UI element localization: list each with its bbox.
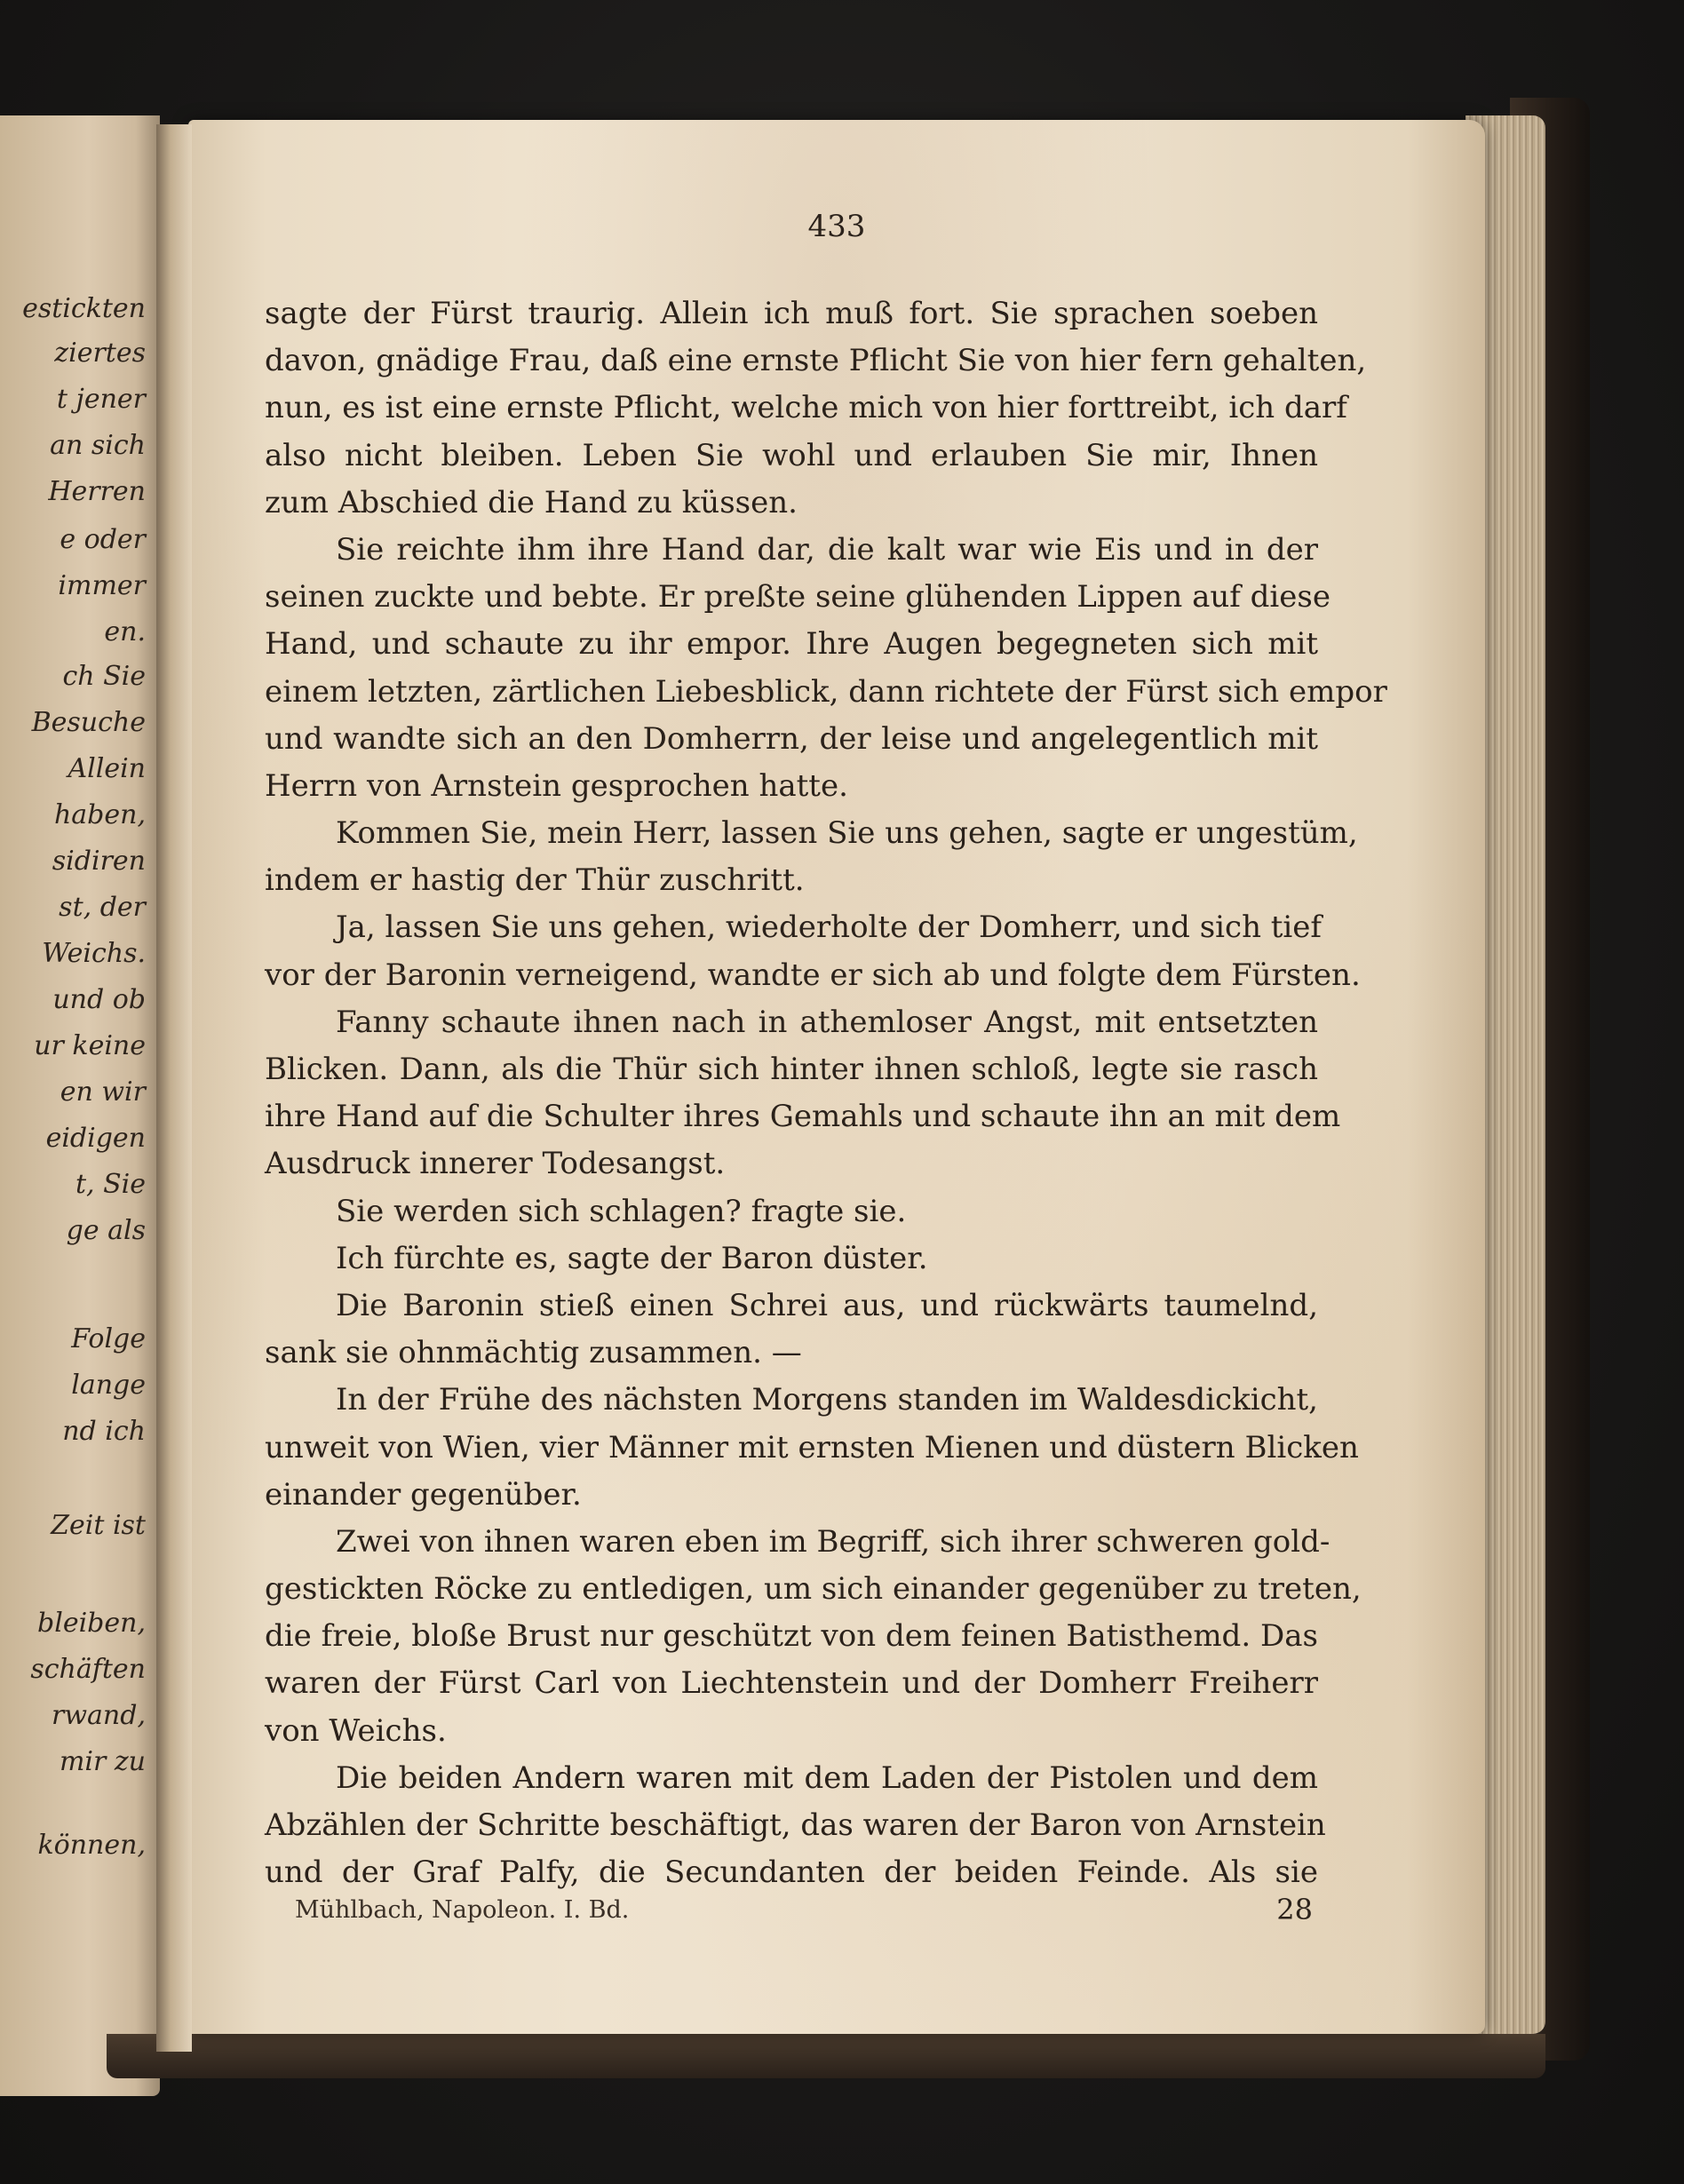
left-page-fragment: können, (37, 1830, 146, 1861)
footer-sheet-number: 28 (1276, 1893, 1313, 1926)
left-page-fragment: Zeit ist (51, 1510, 146, 1541)
left-page-fragment: Besuche (31, 707, 146, 738)
footer-signature: Mühlbach, Napoleon. I. Bd. (295, 1896, 630, 1924)
text-line: indem er hastig der Thür zuschritt. (265, 862, 805, 899)
left-page-fragment: estickten (22, 293, 146, 324)
left-page-fragment: ziertes (54, 338, 146, 369)
left-page-fragment: immer (58, 570, 146, 601)
left-page-fragment: t, Sie (75, 1169, 146, 1200)
left-page-fragment: ur keine (34, 1030, 146, 1061)
left-page-fragment: haben, (53, 799, 146, 830)
left-page-fragment: e oder (60, 524, 146, 555)
left-page-fragment: en wir (60, 1076, 146, 1108)
text-line: sank sie ohnmächtig zusammen. — (265, 1335, 802, 1371)
left-page-fragment: bleiben, (37, 1608, 146, 1639)
text-line: ihre Hand auf die Schulter ihres Gemahls und schaute ihn an mit dem (265, 1099, 1341, 1135)
left-page-fragment: st, der (59, 892, 146, 923)
text-line: Zwei von ihnen waren eben im Begriff, sich ihrer schweren gold- (336, 1523, 1331, 1560)
left-page-fragment: Weichs. (42, 938, 146, 969)
page-footer (295, 1893, 1325, 1941)
text-line: Die Baronin stieß einen Schrei aus, und rückwärts taumelnd, (336, 1287, 1318, 1323)
text-line: zum Abschied die Hand zu küssen. (265, 484, 798, 520)
left-page-fragment: en. (104, 616, 146, 647)
text-line: seinen zuckte und bebte. Er preßte seine glühenden Lippen auf diese (265, 579, 1331, 615)
left-page-fragment: rwand, (52, 1700, 146, 1731)
left-page-fragment: Herren (48, 476, 146, 507)
text-line: Ich fürchte es, sagte der Baron düster. (336, 1240, 928, 1276)
book-cover-bottom (107, 2034, 1545, 2078)
page-number: 433 (807, 209, 866, 244)
text-line: gestickten Röcke zu entledigen, um sich einander gegenüber zu treten, (265, 1571, 1362, 1608)
text-line: vor der Baronin verneigend, wandte er sich ab und folgte dem Fürsten. (265, 957, 1361, 993)
left-page-fragment: sidiren (52, 846, 146, 877)
text-line: von Weichs. (265, 1712, 447, 1749)
text-line: Sie werden sich schlagen? fragte sie. (336, 1193, 907, 1229)
text-line: Hand, und schaute zu ihr empor. Ihre Augen begegneten sich mit (265, 626, 1318, 663)
text-line: einander gegenüber. (265, 1476, 582, 1513)
left-page-fragment: ch Sie (62, 661, 146, 692)
text-line: davon, gnädige Frau, daß eine ernste Pflicht Sie von hier fern gehalten, (265, 343, 1367, 379)
text-line: waren der Fürst Carl von Liechtenstein und der Domherr Freiherr (265, 1665, 1318, 1702)
text-line: Sie reichte ihm ihre Hand dar, die kalt war wie Eis und in der (336, 531, 1318, 568)
text-line: die freie, bloße Brust nur geschützt von dem feinen Batisthemd. Das (265, 1618, 1318, 1655)
text-line: einem letzten, zärtlichen Liebesblick, dann richtete der Fürst sich empor (265, 673, 1387, 710)
left-page-fragment: lange (71, 1370, 146, 1401)
text-line: Fanny schaute ihnen nach in athemloser Angst, mit entsetzten (336, 1004, 1318, 1040)
book-gutter (156, 124, 192, 2052)
text-line: und der Graf Palfy, die Secundanten der beiden Feinde. Als sie (265, 1854, 1318, 1891)
left-page-fragment: nd ich (62, 1416, 146, 1447)
text-line: Herrn von Arnstein gesprochen hatte. (265, 767, 848, 804)
text-line: In der Frühe des nächsten Morgens standen im Waldesdickicht, (336, 1382, 1318, 1418)
left-page-fragment: eidigen (45, 1123, 146, 1154)
book-page (188, 120, 1485, 2034)
text-line: sagte der Fürst traurig. Allein ich muß fort. Sie sprachen soeben (265, 296, 1318, 331)
left-page-fragment: schäften (30, 1654, 146, 1685)
left-page-fragment: mir zu (59, 1746, 146, 1777)
text-line: Ausdruck innerer Todesangst. (265, 1146, 726, 1182)
text-line: Kommen Sie, mein Herr, lassen Sie uns gehen, sagte er ungestüm, (336, 815, 1358, 852)
text-line: Ja, lassen Sie uns gehen, wiederholte der Domherr, und sich tief (336, 909, 1323, 946)
text-line: Blicken. Dann, als die Thür sich hinter ihnen schloß, legte sie rasch (265, 1052, 1318, 1087)
left-page-fragment: t jener (56, 384, 146, 415)
page-text (265, 290, 1387, 1896)
left-page-fragment: und ob (52, 984, 146, 1015)
text-line: Abzählen der Schritte beschäftigt, das waren der Baron von Arnstein (265, 1807, 1326, 1843)
text-line: also nicht bleiben. Leben Sie wohl und erlauben Sie mir, Ihnen (265, 437, 1318, 473)
text-line: nun, es ist eine ernste Pflicht, welche mich von hier forttreibt, ich darf (265, 390, 1347, 426)
left-facing-page (0, 115, 160, 2096)
left-page-fragment: an sich (50, 430, 146, 461)
left-page-fragment: Allein (68, 753, 146, 784)
text-line: und wandte sich an den Domherrn, der leise und angelegentlich mit (265, 720, 1318, 757)
text-line: Die beiden Andern waren mit dem Laden der Pistolen und dem (336, 1759, 1318, 1796)
left-page-fragment: Folge (71, 1323, 146, 1354)
text-line: unweit von Wien, vier Männer mit ernsten Mienen und düstern Blicken (265, 1429, 1359, 1465)
left-page-fragment: ge als (66, 1215, 146, 1246)
